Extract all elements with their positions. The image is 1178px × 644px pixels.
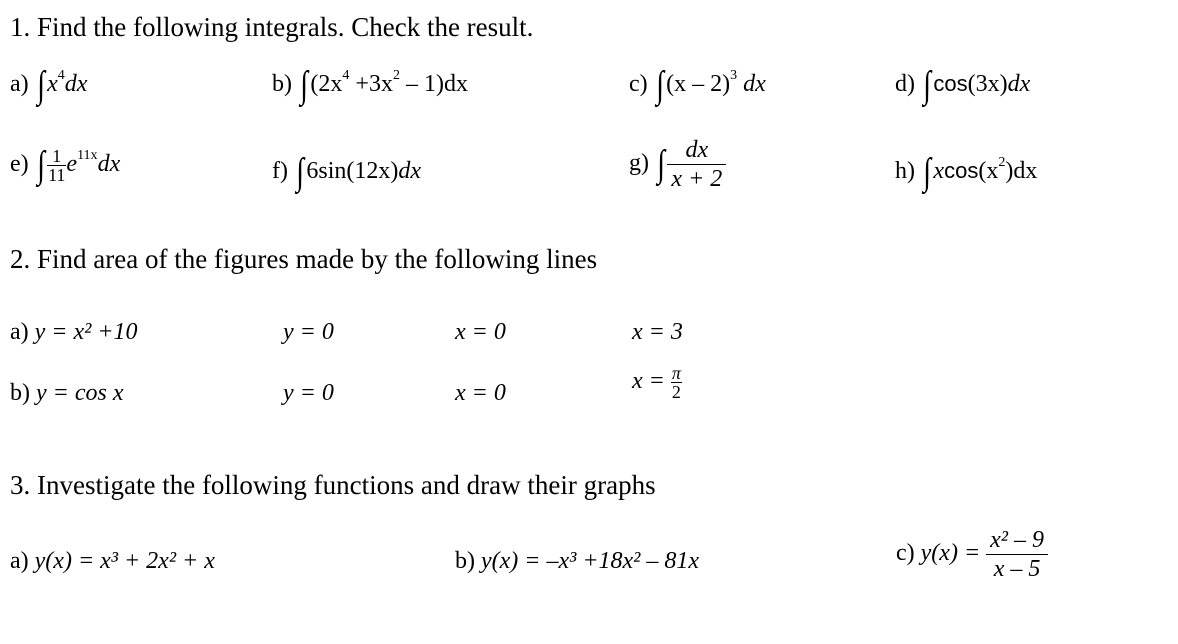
b-exp1: 4	[342, 68, 350, 83]
c-pre: (x – 2)	[666, 71, 731, 97]
b-exp2: 2	[392, 68, 400, 83]
label-a: a)	[10, 71, 29, 97]
label-f: f)	[272, 158, 288, 184]
integral-sign-icon: ∫	[655, 64, 664, 106]
g-num: dx	[685, 137, 709, 163]
row-b-label: b)	[10, 380, 30, 406]
exp-a: 4	[57, 68, 65, 83]
label-g: g)	[629, 150, 649, 177]
e-num: 1	[52, 145, 62, 166]
row-a-curve: y = x² +10	[34, 319, 138, 345]
integral-c	[629, 66, 766, 104]
h-exp: 2	[998, 155, 1006, 170]
fb-label: b)	[455, 548, 475, 574]
integral-sign-icon: ∫	[657, 143, 666, 186]
integral-sign-icon: ∫	[296, 151, 305, 193]
h-cos: cos	[944, 158, 979, 183]
fb-expr: y(x) = –x³ +18x² – 81x	[481, 548, 700, 574]
function-c	[896, 528, 1048, 581]
fc-lhs: y(x) =	[920, 540, 981, 567]
b-pre: (2x	[310, 71, 343, 97]
frac-e	[47, 147, 66, 184]
integral-h	[895, 153, 1037, 191]
fa-label: a)	[10, 548, 29, 574]
h-arg-post: )dx	[1005, 158, 1038, 184]
pi-over-2	[671, 364, 682, 401]
integral-g	[629, 138, 726, 191]
area-row-b-label	[10, 381, 124, 405]
g-den: x + 2	[667, 164, 726, 191]
d-cos: cos	[933, 71, 968, 96]
row-b-line1: y = 0	[283, 380, 334, 406]
pi-num: π	[671, 363, 681, 383]
b-mid: +3x	[349, 71, 393, 97]
row-a-line2: x = 0	[455, 319, 506, 345]
integral-sign-icon: ∫	[36, 64, 45, 106]
integral-sign-icon: ∫	[923, 64, 932, 106]
row-b-line2: x = 0	[455, 380, 506, 406]
integral-d	[895, 66, 1030, 104]
dx-a: dx	[64, 71, 88, 97]
dx-f: dx	[398, 158, 422, 184]
row-a-line1: y = 0	[283, 319, 334, 345]
row-a-line3: x = 3	[632, 319, 683, 345]
dx-d: dx	[1007, 71, 1031, 97]
section1-heading: 1. Find the following integrals. Check the result.	[10, 12, 534, 42]
label-c: c)	[629, 71, 648, 97]
label-d: d)	[895, 71, 915, 97]
row-b-line3	[632, 364, 682, 401]
integral-sign-icon: ∫	[36, 144, 45, 186]
integral-b	[272, 66, 468, 104]
dx-c: dx	[743, 71, 766, 97]
label-h: h)	[895, 158, 915, 184]
row-a-label: a)	[10, 319, 29, 345]
fa-expr: y(x) = x³ + 2x² + x	[34, 548, 215, 574]
row-b-line3-lhs: x =	[632, 368, 665, 395]
fc-frac	[986, 528, 1048, 581]
e-exp: 11x	[77, 148, 98, 163]
h-arg-pre: (x	[978, 158, 999, 184]
h-x: x	[933, 158, 945, 184]
section3-heading: 3. Investigate the following functions and draw their graphs	[10, 470, 656, 500]
integral-e	[10, 146, 120, 184]
section2-heading: 2. Find area of the figures made by the following lines	[10, 244, 598, 274]
f-coef: 6	[306, 158, 319, 184]
integral-f	[272, 153, 421, 191]
integral-a	[10, 66, 87, 104]
function-a	[10, 549, 215, 573]
d-arg: (3x)	[967, 71, 1008, 97]
e-base: e	[66, 151, 78, 177]
integral-sign-icon: ∫	[923, 151, 932, 193]
base-a: x	[47, 71, 58, 97]
fc-label: c)	[896, 540, 915, 567]
b-post: – 1)dx	[399, 71, 468, 97]
function-b	[455, 549, 699, 573]
area-row-a-label	[10, 320, 138, 344]
fc-den: x – 5	[986, 554, 1048, 581]
dx-e: dx	[97, 151, 121, 177]
row-b-curve: y = cos x	[36, 380, 124, 406]
fc-num: x² – 9	[990, 527, 1044, 553]
e-den: 11	[48, 164, 66, 185]
f-fn: sin	[318, 158, 347, 184]
frac-g	[667, 138, 726, 191]
f-arg: (12x)	[346, 158, 399, 184]
c-exp: 3	[730, 68, 738, 83]
pi-den: 2	[671, 382, 681, 402]
label-e: e)	[10, 151, 29, 177]
integral-sign-icon: ∫	[300, 64, 309, 106]
label-b: b)	[272, 71, 292, 97]
